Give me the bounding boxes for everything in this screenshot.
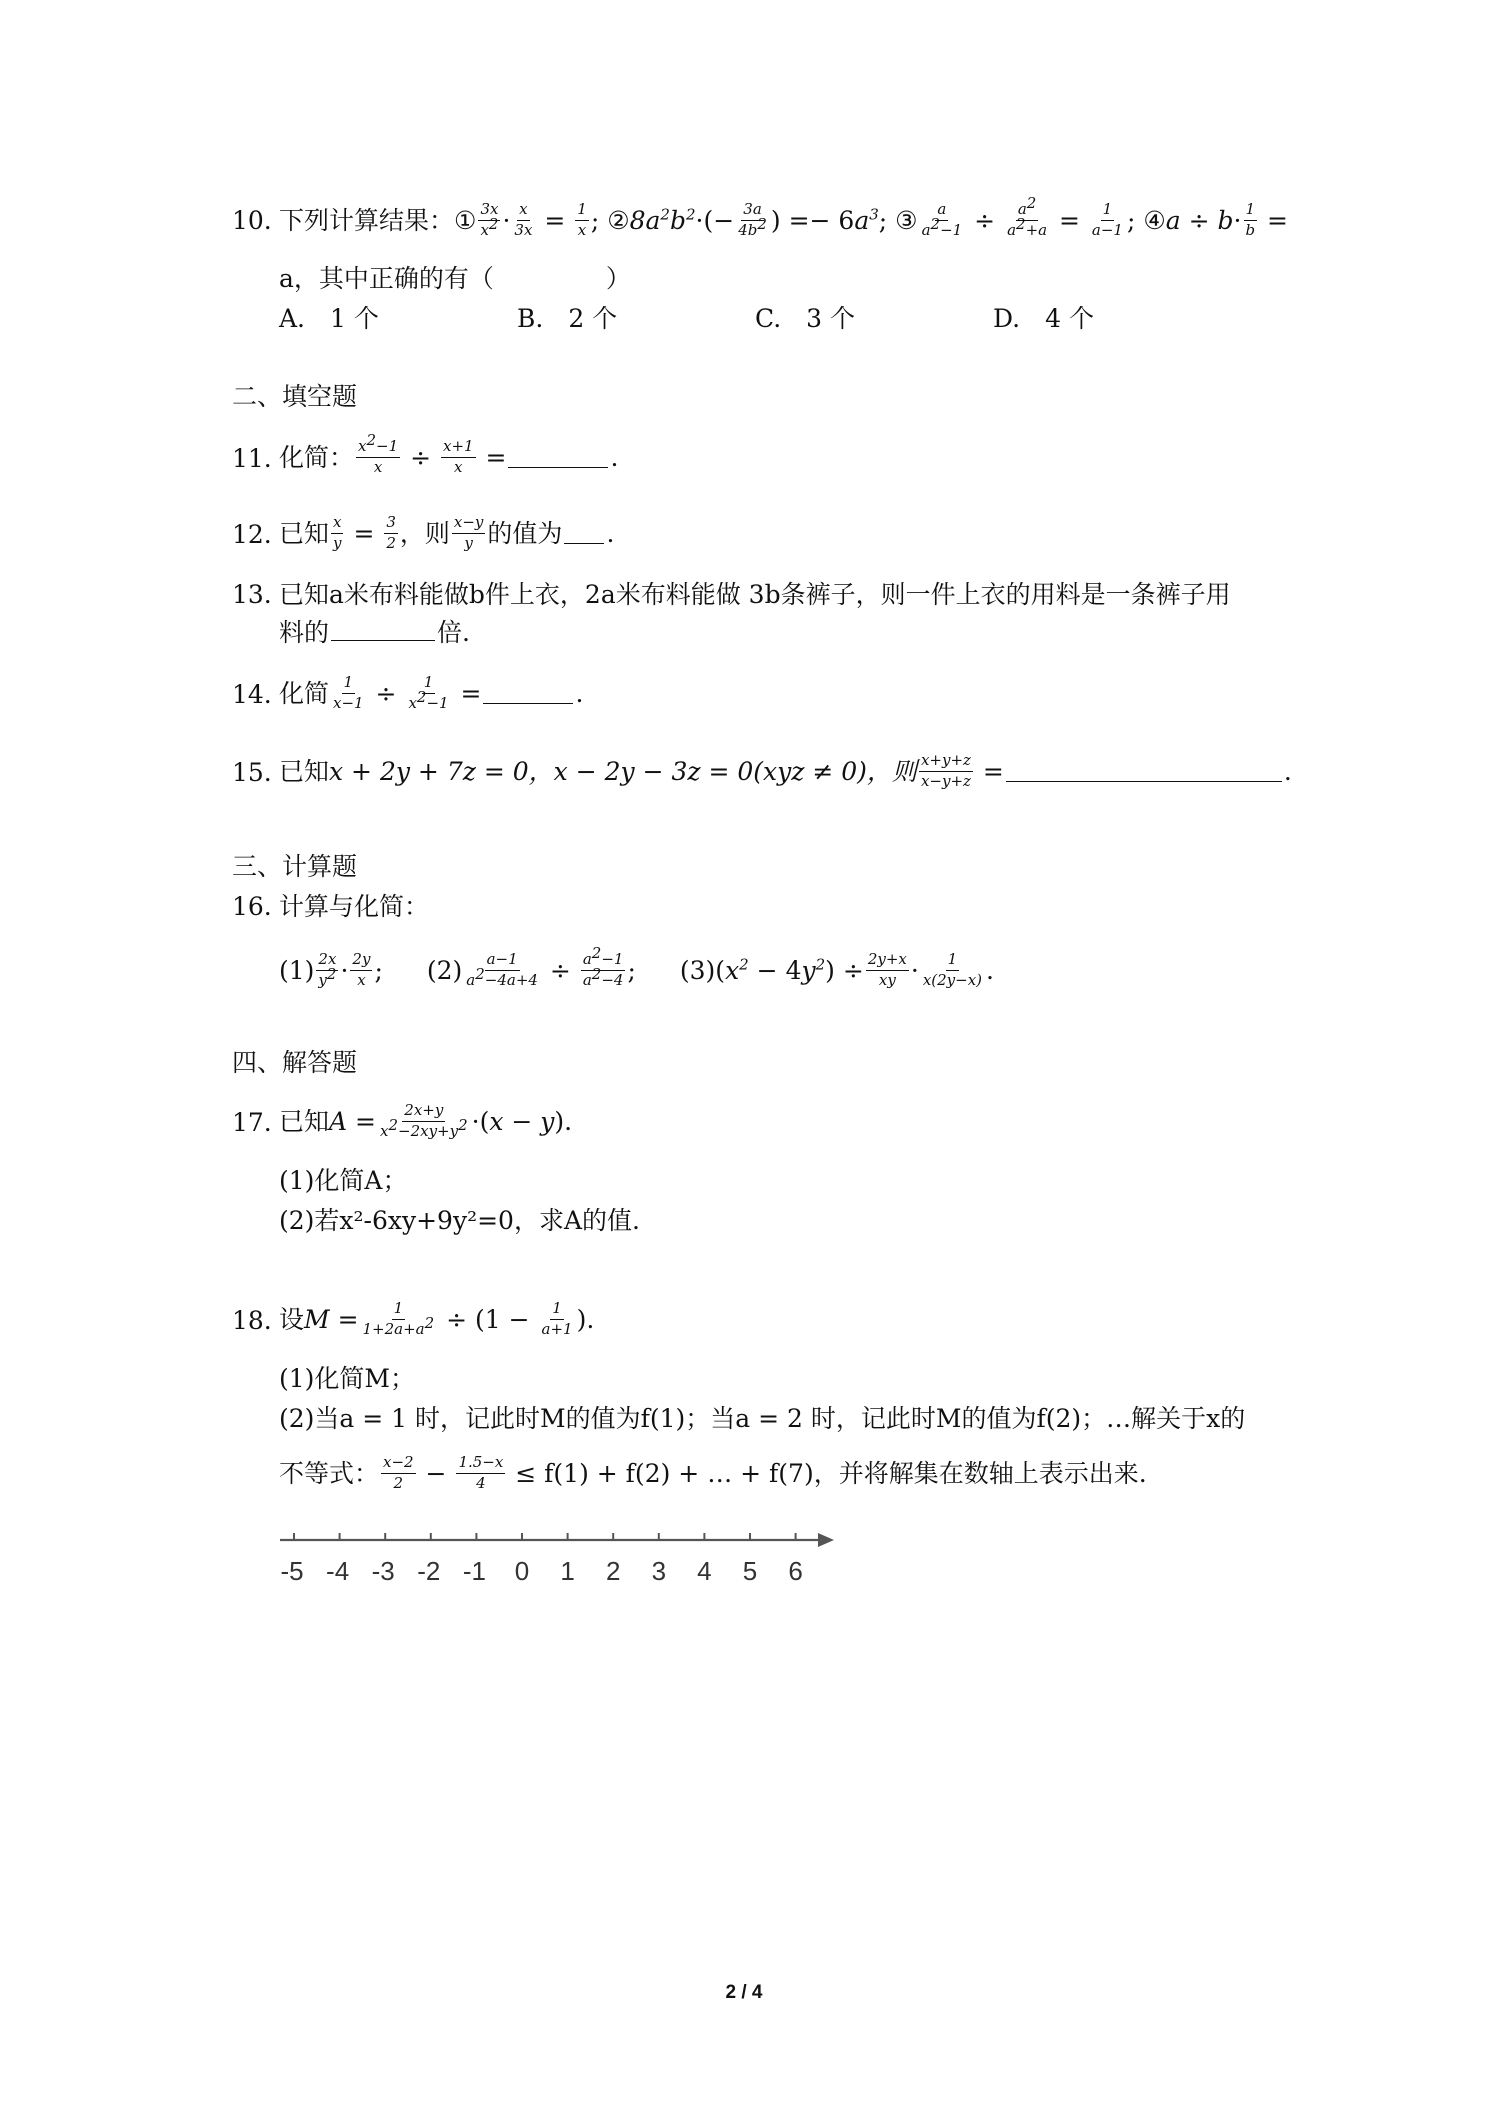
section-fill-blank-heading: 二、填空题 <box>232 382 358 411</box>
fraction: $\frac{x-2}{2}$ <box>383 1453 414 1492</box>
fraction: $\frac{1}{b}$ <box>1245 200 1256 239</box>
fraction: $\frac{2x}{y^2}$ <box>318 950 337 989</box>
q14-line: 化简 $\frac{1}{x-1}$ ÷ $\frac{1}{x^2-1}$ = . <box>279 673 584 712</box>
number-line-label: -3 <box>371 1556 395 1586</box>
q10-line1: 下列计算结果： ① $\frac{3x}{x^2}$ · $\frac{x}{3x}$ = $\frac{1}{x}$ ; ② $8a^2b^2\cdot(-$ $\frac{3a}{4b^2}$ ) =− $6a^3$ ; ③ $\frac{a}{a^2-1}$ ÷ $\frac{a^2}{a^2+a}$ = $\frac{1}{a-1}$ ; ④ a ÷ b· $\frac{1}{b}$ = <box>279 194 1289 239</box>
number-line-label: 3 <box>651 1556 667 1586</box>
q10-option-c: C. 3 个 <box>755 304 856 333</box>
q12-number: 12. <box>232 520 272 549</box>
q18-line: 设 M = $\frac{1}{1+2a+a^2}$ ÷ (1 − $\frac{1}{a+1}$ ). <box>279 1299 595 1338</box>
q16-number: 16. <box>232 892 272 921</box>
q10-line2 <box>279 266 631 291</box>
fraction: $\frac{a-1}{a^2-4a+4}$ <box>466 950 538 989</box>
number-line-label: -2 <box>417 1556 441 1586</box>
number-line-axis <box>278 1528 848 1558</box>
fraction: $\frac{1}{x(2y-x)}$ <box>922 950 983 989</box>
q16-title: 计算与化简： <box>279 892 430 921</box>
number-line-label: 2 <box>605 1556 621 1586</box>
fraction: $\frac{1}{x^2-1}$ <box>408 673 449 712</box>
q12-mid: ，则 <box>399 518 450 548</box>
fraction: $\frac{1}{1+2a+a^2}$ <box>362 1299 435 1338</box>
number-line-label: -1 <box>462 1556 486 1586</box>
q15-line: 已知 x + 2y + 7z = 0，x − 2y − 3z = 0(xyz ≠ 0)，则 $\frac{x+y+z}{x-y+z}$ = . <box>279 751 1292 790</box>
q13-number: 13. <box>232 580 272 609</box>
q10-lead: 下列计算结果： <box>279 205 455 235</box>
number-line-label: 6 <box>788 1556 803 1586</box>
number-line-label: 4 <box>697 1556 712 1586</box>
number-line-label: -4 <box>326 1556 350 1586</box>
q16-part1-label: (1) <box>279 955 315 985</box>
q17-part2: (2)若x²-6xy+9y²=0，求A的值. <box>279 1206 640 1235</box>
section-answer-heading: 四、解答题 <box>232 1048 358 1077</box>
circled-3: ③ <box>895 205 918 235</box>
q16-part3-label: (3) <box>679 955 716 985</box>
q18-ineq-tail: ≤ f(1) + f(2) + … + f(7)，并将解集在数轴上表示出来. <box>515 1458 1147 1488</box>
q10-option-a: A. 1 个 <box>279 304 379 333</box>
answer-blank <box>1006 779 1282 782</box>
q18-part2: (2)当a = 1 时，记此时M的值为f(1)；当a = 2 时，记此时M的值为f(2)；…解关于x的 <box>279 1404 1246 1433</box>
q18-ineq-lead: 不等式： <box>279 1458 380 1488</box>
q17-part1: (1)化简A； <box>279 1166 408 1195</box>
q17-line: 已知 A = $\frac{2x+y}{x^2-2xy+y^2}$ ·(x − y). <box>279 1101 573 1140</box>
fraction: $\frac{a^2}{a^2+a}$ <box>1007 194 1048 239</box>
fraction: $\frac{2y+x}{xy}$ <box>867 950 907 989</box>
q17-number: 17. <box>232 1108 272 1137</box>
fraction: $\frac{a}{a^2-1}$ <box>921 200 963 239</box>
answer-blank <box>508 465 608 468</box>
q18-part1: (1)化简M； <box>279 1364 416 1393</box>
q18-lead: 设 <box>279 1304 305 1334</box>
q18-number: 18. <box>232 1306 272 1335</box>
q11-lead: 化简： <box>279 442 355 472</box>
q12-line: 已知 $\frac{x}{y}$ = $\frac{3}{2}$ ，则 $\frac{x-y}{y}$ 的值为 . <box>279 513 615 552</box>
q12-tail: 的值为 <box>487 518 563 548</box>
fraction: $\frac{a^2-1}{a^2-4}$ <box>582 944 624 989</box>
fraction: $\frac{2x+y}{x^2-2xy+y^2}$ <box>379 1101 468 1140</box>
answer-blank <box>483 701 573 704</box>
fraction: $\frac{x}{3x}$ <box>514 200 533 239</box>
q15-equation: x + 2y + 7z = 0，x − 2y − 3z = 0(xyz ≠ 0)，则 <box>329 756 917 786</box>
fraction: $\frac{x-y}{y}$ <box>453 513 484 552</box>
q13-line2b: 倍. <box>437 618 470 647</box>
q10-line2-text: a，其中正确的有（ <box>279 264 494 293</box>
q13-line2 <box>279 620 470 645</box>
number-line <box>278 1528 848 1598</box>
q17-lead: 已知 <box>279 1106 330 1136</box>
fraction: $\frac{3x}{x^2}$ <box>480 200 499 239</box>
q14-lead: 化简 <box>279 678 330 708</box>
q16-parts: (1) $\frac{2x}{y^2}$ · $\frac{2y}{x}$ ; (2) $\frac{a-1}{a^2-4a+4}$ ÷ $\frac{a^2-1}{a^2-4}$ ; (3) $(x^2 - 4y^2)$ ÷ $\frac{2y+x}{xy}$ · $\frac{1}{x(2y-x)}$ . <box>279 944 994 989</box>
q10-close-paren: ） <box>605 264 631 293</box>
circled-4: ④ <box>1143 205 1166 235</box>
number-line-label: 1 <box>560 1556 575 1586</box>
number-line-label: -5 <box>280 1556 304 1586</box>
fraction: $\frac{1}{a+1}$ <box>541 1299 573 1338</box>
q10-option-b: B. 2 个 <box>517 304 618 333</box>
q10-number: 10. <box>232 206 272 235</box>
number-line-label: 5 <box>742 1556 758 1586</box>
q12-lead: 已知 <box>279 518 330 548</box>
circled-1: ① <box>454 205 477 235</box>
answer-blank <box>331 638 435 641</box>
q11-line: 化简： $\frac{x^2-1}{x}$ ÷ $\frac{x+1}{x}$ = . <box>279 431 619 476</box>
section-compute-heading: 三、计算题 <box>232 852 358 881</box>
fraction: $\frac{3a}{4b^2}$ <box>738 200 767 239</box>
fraction: $\frac{x^2-1}{x}$ <box>358 431 399 476</box>
fraction: $\frac{2y}{x}$ <box>352 950 371 989</box>
q15-number: 15. <box>232 758 272 787</box>
q15-lead: 已知 <box>279 756 330 786</box>
number-line-label: 0 <box>514 1556 530 1586</box>
circled-2: ② <box>607 205 630 235</box>
q11-number: 11. <box>232 444 272 473</box>
q10-option-d: D. 4 个 <box>993 304 1094 333</box>
answer-blank <box>564 541 604 544</box>
q14-number: 14. <box>232 680 272 709</box>
fraction: $\frac{1}{a-1}$ <box>1091 200 1123 239</box>
q16-part2-label: (2) <box>426 955 463 985</box>
fraction: $\frac{1}{x-1}$ <box>333 673 364 712</box>
q18-inequality: 不等式： $\frac{x-2}{2}$ − $\frac{1.5-x}{4}$ ≤ f(1) + f(2) + … + f(7)，并将解集在数轴上表示出来. <box>279 1453 1147 1492</box>
q13-line1: 已知a米布料能做b件上衣，2a米布料能做 3b条裤子，则一件上衣的用料是一条裤子用 <box>279 580 1231 609</box>
q13-line2a: 料的 <box>279 618 330 647</box>
fraction: $\frac{1}{x}$ <box>577 200 587 239</box>
fraction: $\frac{x}{y}$ <box>333 513 342 552</box>
fraction: $\frac{x+1}{x}$ <box>443 437 474 476</box>
fraction: $\frac{1.5-x}{4}$ <box>458 1453 504 1492</box>
fraction: $\frac{3}{2}$ <box>386 513 396 552</box>
page-number: 2 / 4 <box>725 1982 763 2003</box>
fraction: $\frac{x+y+z}{x-y+z}$ <box>920 751 971 790</box>
